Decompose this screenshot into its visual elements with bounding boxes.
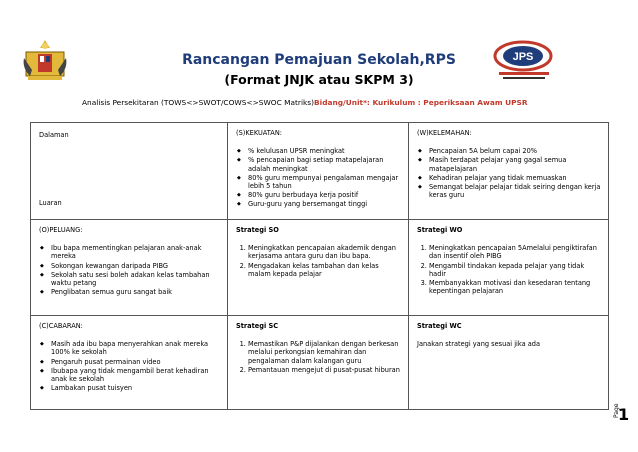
jps-logo-text: JPS (512, 51, 534, 63)
list-item: ◆ Lambakan pusat tuisyen (51, 384, 221, 392)
list-item: 2. Pemantauan mengejut di pusat-pusat hiburan (248, 366, 402, 374)
so-strategy-cell (228, 220, 409, 316)
list-item: ◆ Kehadiran pelajar yang tidak memuaskan (429, 174, 602, 182)
page-label: Page (613, 403, 620, 418)
opportunities-list (39, 244, 221, 296)
weaknesses-list (417, 147, 602, 199)
weaknesses-cell (409, 123, 609, 220)
threats-cell (31, 316, 228, 410)
list-item: 2. Mengadakan kelas tambahan dan kelas malam kepada pelajar (248, 262, 402, 278)
corner-external-label: Luaran (39, 199, 62, 207)
sc-heading: Strategi SC (236, 322, 279, 330)
list-item: ◆ Sokongan kewangan daripada PIBG (51, 262, 221, 270)
page-number: 1 (618, 405, 630, 424)
threats-list (39, 340, 221, 392)
weaknesses-heading: (W)KELEMAHAN: (417, 129, 472, 137)
wc-strategy-cell (409, 316, 609, 410)
list-item: ◆ 80% guru berbudaya kerja positif (248, 191, 402, 199)
analysis-line (82, 98, 528, 107)
page-title: Rancangan Pemajuan Sekolah,RPS (182, 52, 456, 68)
analysis-prefix: Analisis Persekitaran (TOWS<>SWOT/COWS<>SWOC Matriks) (82, 98, 315, 107)
so-heading: Strategi SO (236, 226, 279, 234)
list-item: ◆ Penglibatan semua guru sangat baik (51, 288, 221, 296)
list-item: ◆ % pencapaian bagi setiap matapelajaran adalah meningkat (248, 156, 402, 172)
tows-matrix (30, 122, 609, 410)
threats-heading: (C)CABARAN: (39, 322, 83, 330)
list-item: 1. Meningkatkan pencapaian akademik dengan kerjasama antara guru dan ibu bapa. (248, 244, 402, 260)
wo-heading: Strategi WO (417, 226, 463, 234)
corner-internal-label: Dalaman (39, 131, 69, 139)
list-item: ◆ % kelulusan UPSR meningkat (248, 147, 402, 155)
list-item: ◆ Masih ada ibu bapa menyerahkan anak mereka 100% ke sekolah (51, 340, 221, 356)
list-item: ◆ Guru-guru yang bersemangat tinggi (248, 200, 402, 208)
wo-strategy-cell (409, 220, 609, 316)
format-subtitle: (Format JNJK atau SKPM 3) (224, 72, 414, 87)
wc-heading: Strategi WC (417, 322, 462, 330)
list-item: 2. Mengambil tindakan kepada pelajar yang tidak hadir (429, 262, 602, 278)
list-item: ◆ Semangat belajar pelajar tidak seiring dengan kerja keras guru (429, 183, 602, 199)
analysis-area: Bidang/Unit*: Kurikulum : Peperiksaan Awam UPSR (314, 98, 528, 107)
so-list (236, 244, 402, 278)
list-item: ◆ Pengaruh pusat permainan video (51, 358, 221, 366)
wo-list (417, 244, 602, 295)
corner-cell (31, 123, 228, 220)
list-item: ◆ Ibubapa yang tidak mengambil berat kehadiran anak ke sekolah (51, 367, 221, 383)
opportunities-cell (31, 220, 228, 316)
opportunities-heading: (O)PELUANG: (39, 226, 83, 234)
list-item: ◆ Sekolah satu sesi boleh adakan kelas tambahan waktu petang (51, 271, 221, 287)
list-item: 1. Meningkatkan pencapaian 5Amelalui pengiktirafan dan insentif oleh PIBG (429, 244, 602, 260)
list-item: 3. Membanyakkan motivasi dan kesedaran tentang kepentingan pelajaran (429, 279, 602, 295)
sc-list (236, 340, 402, 374)
strengths-cell (228, 123, 409, 220)
wc-text: Janakan strategi yang sesuai jika ada (417, 340, 540, 349)
sc-strategy-cell (228, 316, 409, 410)
list-item: ◆ Ibu bapa mementingkan pelajaran anak-anak mereka (51, 244, 221, 260)
list-item: ◆ Masih terdapat pelajar yang gagal semua matapelajaran (429, 156, 602, 172)
list-item: 1. Memastikan P&P dijalankan dengan berkesan melalui perkongsian kemahiran dan pengalaman dalam kalangan guru (248, 340, 402, 365)
strengths-list (236, 147, 402, 208)
list-item: ◆ 80% guru mempunyai pengalaman mengajar lebih 5 tahun (248, 174, 402, 190)
list-item: ◆ Pencapaian 5A belum capai 20% (429, 147, 602, 155)
strengths-heading: (S)KEKUATAN: (236, 129, 282, 137)
